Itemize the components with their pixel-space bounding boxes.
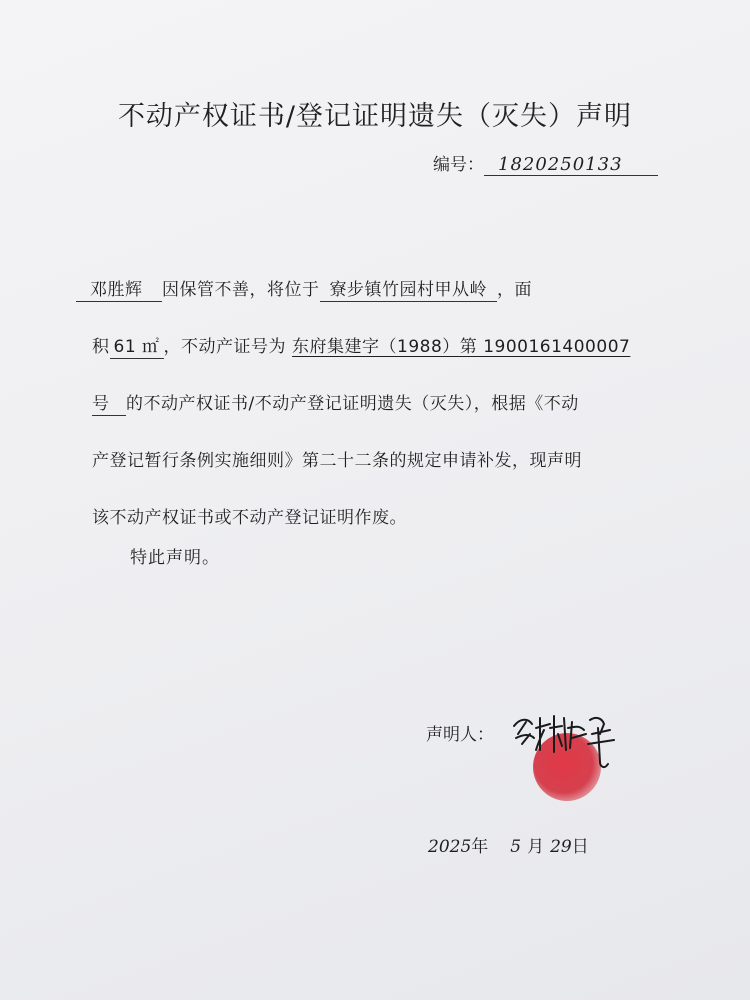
date-day-label: 日 (571, 837, 589, 857)
property-location: 寮步镇竹园村甲从岭 (320, 279, 498, 302)
body-line-3 (92, 376, 692, 433)
body-text-3: 积 (92, 337, 110, 357)
date-month: 5 (510, 837, 522, 857)
handwritten-signature (510, 704, 620, 774)
number-label: 编号： (433, 155, 484, 175)
certificate-suffix: 号 (92, 393, 126, 416)
body-line-1 (92, 262, 692, 319)
date-month-label: 月 (527, 837, 545, 857)
document-title: 不动产权证书/登记证明遗失（灭失）声明 (117, 101, 633, 132)
body-text-2: ，面 (497, 280, 532, 300)
signing-date (428, 832, 589, 857)
owner-name: 邓胜辉 (76, 279, 162, 302)
date-day: 29 (550, 837, 572, 857)
body-line-5: 该不动产权证书或不动产登记证明作废。 (92, 508, 407, 528)
date-year: 2025 (428, 837, 472, 857)
certificate-number: 东府集建字（1988）第 1900161400007 (292, 337, 631, 357)
property-area: 61 ㎡ (110, 336, 164, 359)
body-line-2 (92, 319, 692, 376)
document-number-row (433, 150, 658, 176)
document-body (92, 262, 692, 547)
number-value: 1820250133 (484, 154, 658, 176)
declarant-label: 声明人： (426, 725, 494, 745)
body-text-5: 的不动产权证书/不动产登记证明遗失（灭失），根据《不动 (126, 394, 579, 414)
date-year-label: 年 (471, 837, 489, 857)
body-line-4: 产登记暂行条例实施细则》第二十二条的规定申请补发，现声明 (92, 451, 582, 471)
body-text-1: 因保管不善，将位于 (162, 280, 320, 300)
body-text-4: ，不动产证号为 (163, 337, 287, 357)
declaration-text: 特此声明。 (130, 548, 220, 568)
